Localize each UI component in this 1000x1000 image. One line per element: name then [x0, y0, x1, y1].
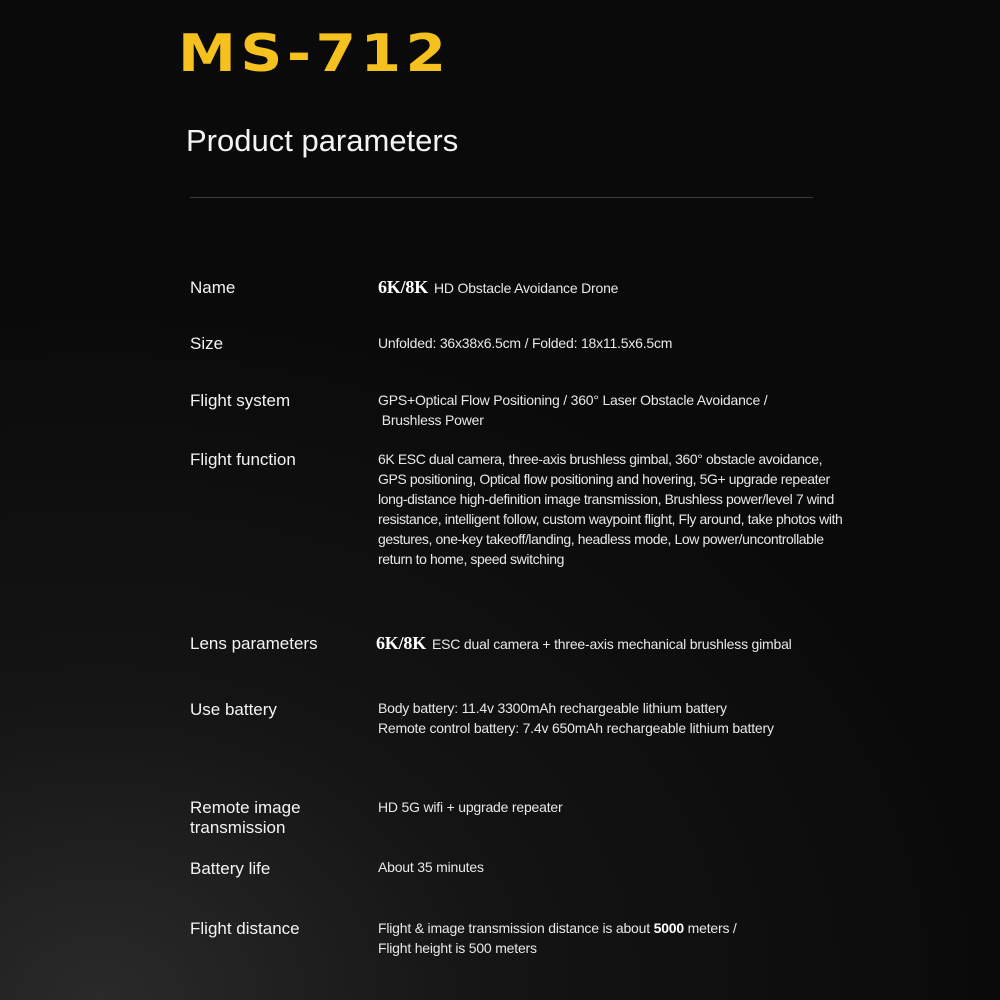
battery-label: Use battery — [190, 700, 277, 719]
distance-post: meters / — [683, 920, 737, 936]
flight-distance-label: Flight distance — [190, 919, 300, 938]
name-resolution: 6K/8K — [378, 277, 429, 297]
transmission-label — [190, 798, 301, 838]
flight-function-label: Flight function — [190, 450, 296, 469]
flight-system-label: Flight system — [190, 391, 291, 410]
lens-label: Lens parameters — [190, 634, 318, 653]
name-label: Name — [190, 278, 236, 297]
flight-distance-line — [378, 918, 868, 938]
lens-text: ESC dual camera + three-axis mechanical brushless gimbal — [432, 636, 792, 652]
flight-function-line: 6K ESC dual camera, three-axis brushless gimbal, 360° obstacle avoidance, — [378, 451, 823, 467]
page-heading: Product parameters — [186, 123, 459, 158]
battery-value — [378, 698, 868, 738]
flight-system-value — [378, 390, 868, 430]
flight-distance-value — [378, 918, 868, 958]
battery-life-value: About 35 minutes — [378, 859, 484, 875]
distance-number: 5000 — [653, 920, 684, 936]
header-divider — [190, 197, 813, 198]
name-value — [378, 277, 868, 298]
transmission-label-line: transmission — [190, 818, 286, 837]
flight-system-line: GPS+Optical Flow Positioning / 360° Laser Obstacle Avoidance / — [378, 392, 768, 408]
flight-function-line: gestures, one-key takeoff/landing, headless mode, Low power/uncontrollable — [378, 531, 824, 547]
remote-battery-line: Remote control battery: 7.4v 650mAh rechargeable lithium battery — [378, 720, 774, 736]
name-text: HD Obstacle Avoidance Drone — [434, 280, 619, 296]
flight-function-line: return to home, speed switching — [378, 551, 565, 567]
transmission-value: HD 5G wifi + upgrade repeater — [378, 799, 563, 815]
body-battery-line: Body battery: 11.4v 3300mAh rechargeable lithium battery — [378, 700, 727, 716]
flight-system-line: Brushless Power — [378, 412, 484, 428]
model-title: MS-712 — [178, 24, 451, 84]
size-label: Size — [190, 334, 224, 353]
transmission-label-line: Remote image — [190, 798, 301, 817]
lens-value — [376, 633, 876, 654]
distance-pre: Flight & image transmission distance is about — [378, 920, 654, 936]
flight-function-line: GPS positioning, Optical flow positioning and hovering, 5G+ upgrade repeater — [378, 471, 830, 487]
flight-height-line: Flight height is 500 meters — [378, 940, 537, 956]
flight-function-line: resistance, intelligent follow, custom waypoint flight, Fly around, take photos with — [378, 511, 843, 527]
battery-life-label: Battery life — [190, 859, 271, 878]
flight-function-value — [378, 449, 878, 569]
lens-resolution: 6K/8K — [376, 633, 427, 653]
size-value: Unfolded: 36x38x6.5cm / Folded: 18x11.5x6.5cm — [378, 335, 673, 351]
flight-function-line: long-distance high-definition image transmission, Brushless power/level 7 wind — [378, 491, 834, 507]
